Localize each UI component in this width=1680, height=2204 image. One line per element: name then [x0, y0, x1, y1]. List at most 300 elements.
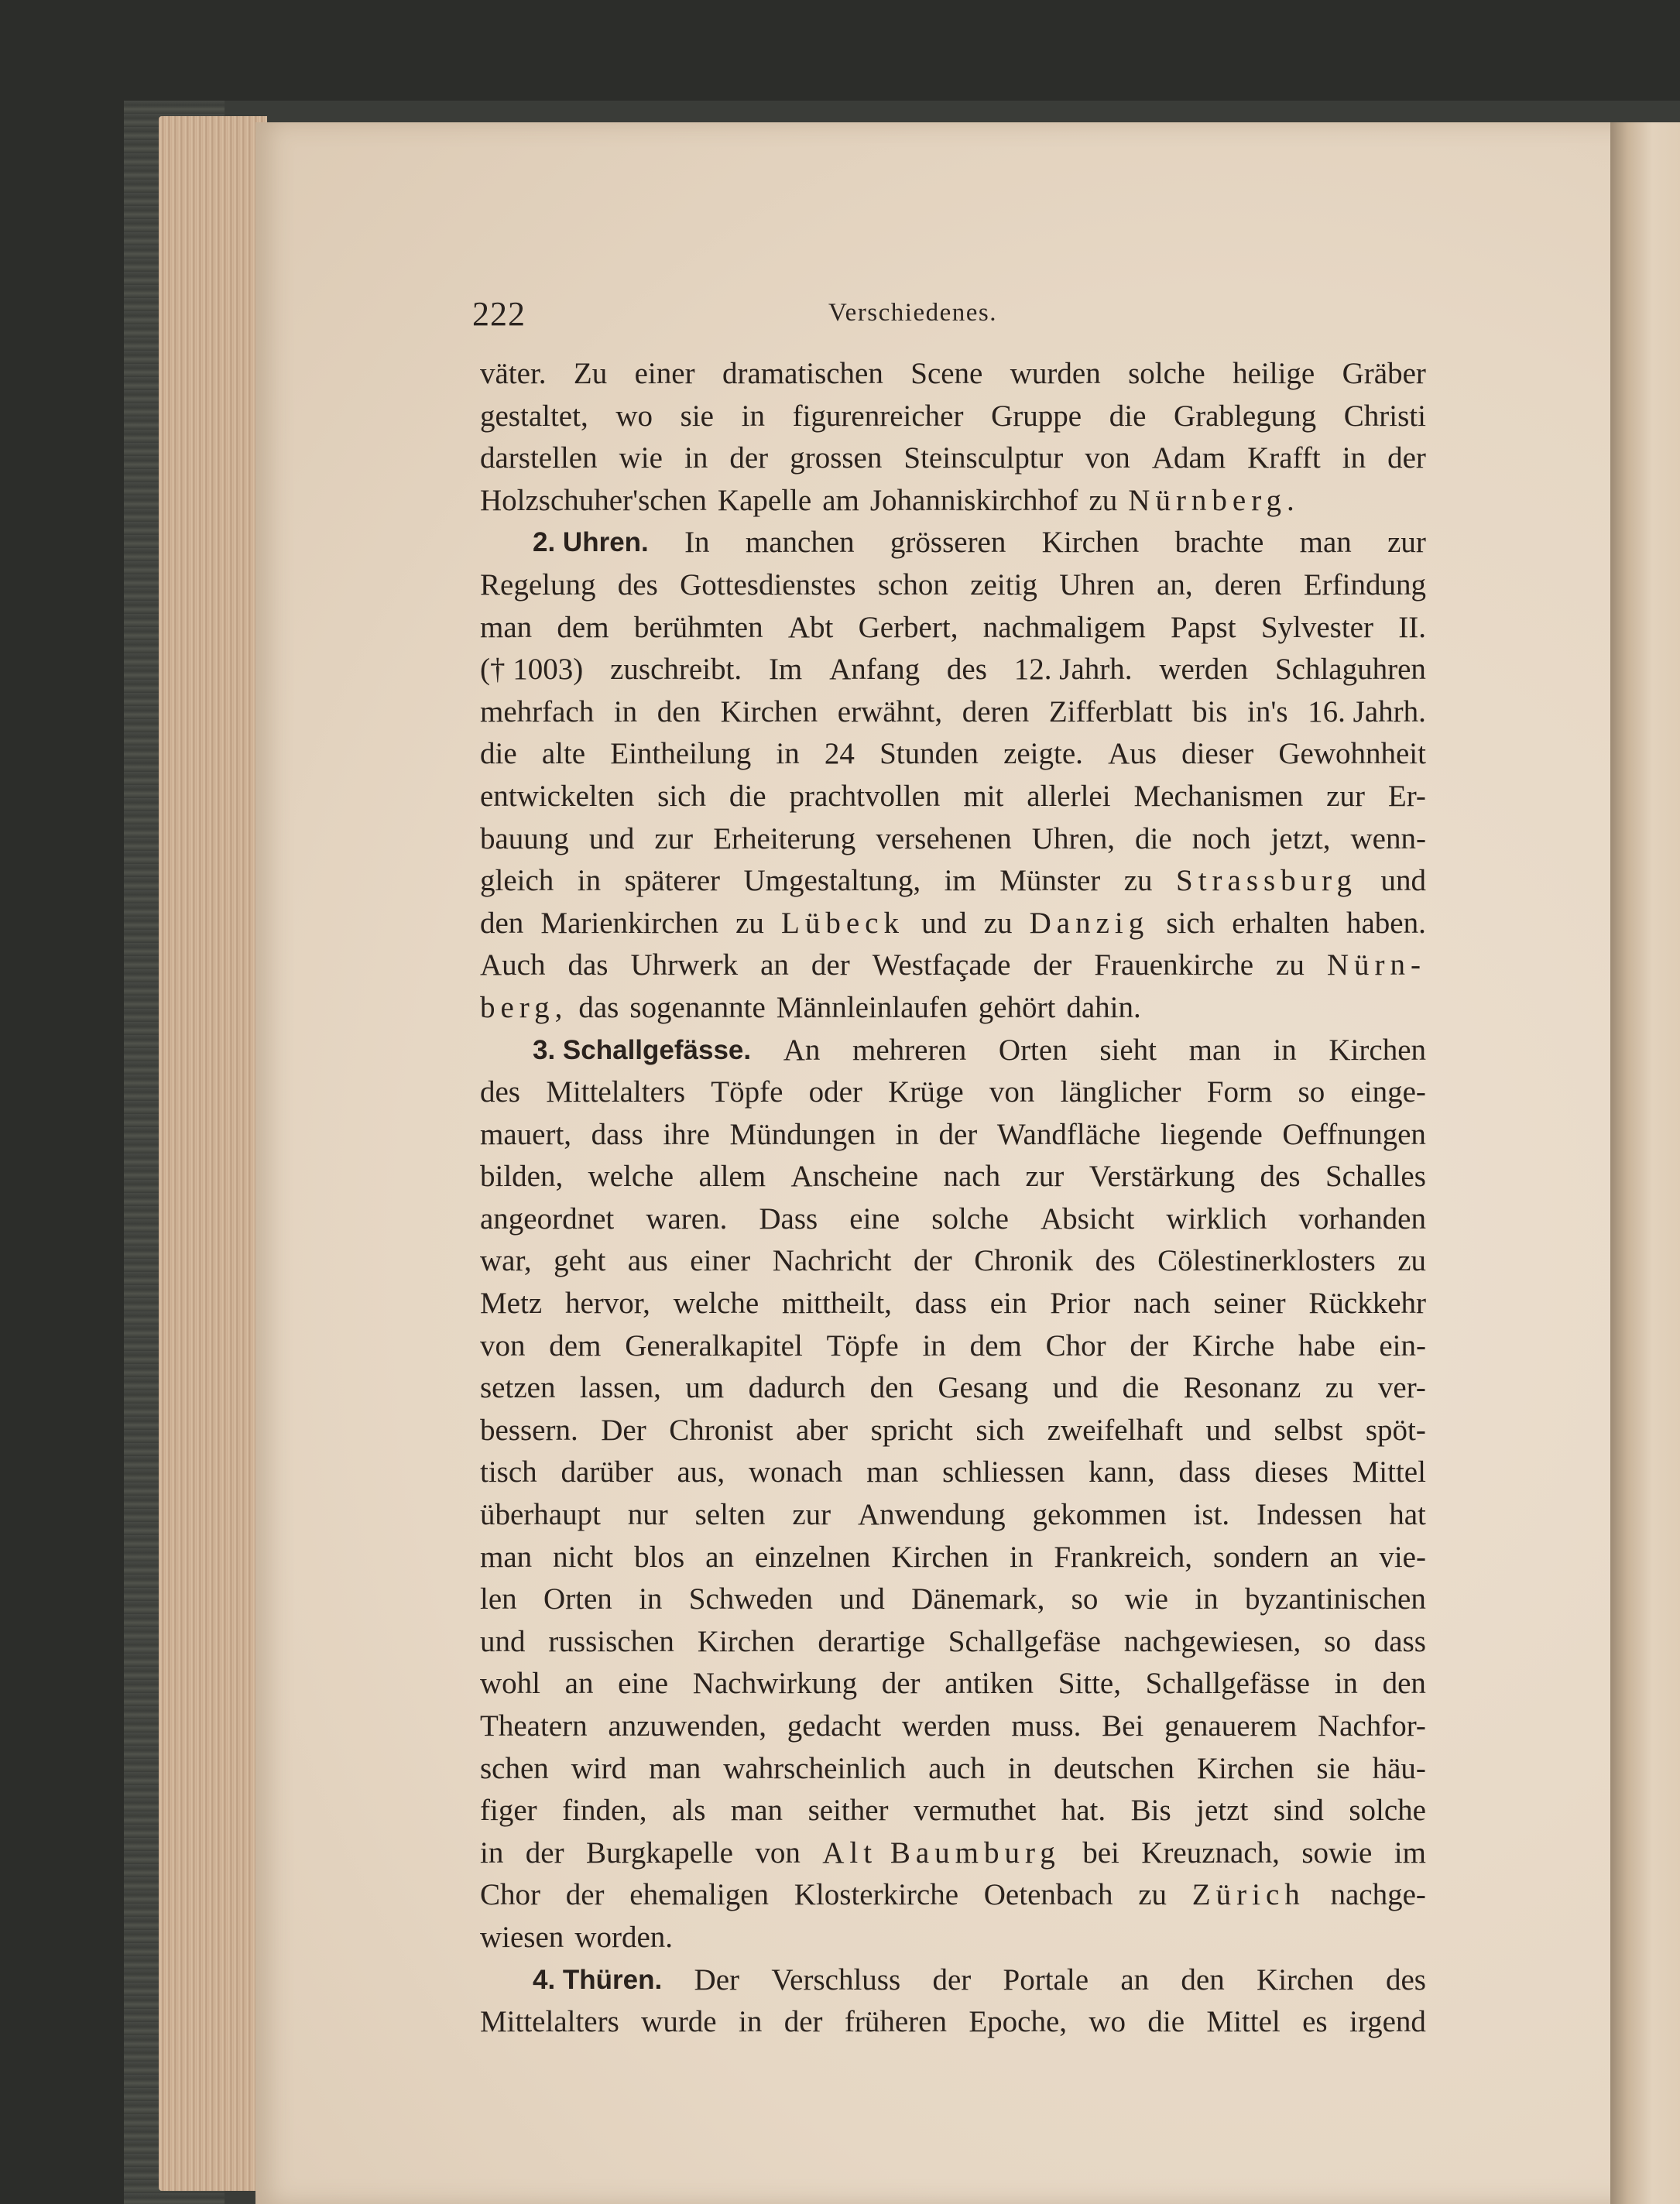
word: ihre [663, 1117, 710, 1151]
word: mittheilt, [782, 1287, 892, 1321]
word: 12. Jahrh. [1013, 653, 1133, 687]
word: Westfaçade [872, 948, 1011, 982]
word: Männleinlaufen [776, 990, 968, 1024]
word: entwickelten [480, 779, 635, 813]
section-title: Verschiedenes. [828, 299, 998, 327]
section-heading: 2. Uhren. [533, 527, 649, 558]
word: Klosterkirche [794, 1878, 959, 1912]
word: zu [1325, 1371, 1354, 1405]
word: an [1329, 1540, 1359, 1574]
word: Orten [543, 1582, 612, 1616]
word: Cölestinerklosters [1157, 1244, 1376, 1278]
word: zu [1123, 864, 1153, 898]
word: zur [1025, 1160, 1065, 1194]
word: Kirchen [1196, 1751, 1294, 1785]
word: in [738, 2005, 763, 2039]
word: alte [541, 737, 586, 771]
word: Krüge [888, 1075, 964, 1109]
word: in [922, 1328, 946, 1363]
word: byzantinischen [1244, 1582, 1426, 1616]
text-line [480, 649, 1426, 691]
word: an [760, 948, 789, 982]
word: Stunden [879, 737, 979, 771]
word: nachge- [1330, 1878, 1426, 1912]
word: Oeffnungen [1282, 1117, 1426, 1151]
word: zu [1089, 483, 1118, 517]
word: Aus [1108, 737, 1157, 771]
word: erwähnt, [837, 694, 943, 728]
word: Johanniskirchhof [869, 483, 1078, 517]
word: Schallgefässe [1145, 1667, 1310, 1701]
word: wird [571, 1751, 627, 1785]
word: Grablegung [1174, 399, 1317, 433]
word: Metz [480, 1287, 543, 1321]
word: finden, [562, 1794, 647, 1828]
word: wonach [749, 1455, 843, 1489]
word: hat. [1061, 1794, 1106, 1828]
word: in [1195, 1582, 1219, 1616]
word: Anscheine [790, 1160, 919, 1194]
text-line [480, 1452, 1426, 1494]
word: Bei [1102, 1709, 1144, 1743]
word: prachtvollen [789, 779, 941, 813]
word: zeigte. [1003, 737, 1083, 771]
word: den [657, 694, 701, 728]
word: Oetenbach [983, 1878, 1113, 1912]
word: wie [619, 441, 663, 475]
word: Nachwirkung [692, 1667, 858, 1701]
word: wo [1089, 2005, 1126, 2039]
word: Form [1206, 1075, 1273, 1109]
text-line [480, 1325, 1426, 1368]
word: Lübeck [781, 906, 904, 940]
word: im [944, 864, 976, 898]
text-line [480, 818, 1426, 861]
word: Strassburg [1176, 864, 1357, 898]
text-line [480, 1537, 1426, 1579]
facing-page-edge [1610, 122, 1680, 2204]
word: im [1394, 1836, 1426, 1870]
word: Indessen [1256, 1498, 1363, 1532]
word: in [1007, 1751, 1032, 1785]
word: Chor [480, 1878, 540, 1912]
text-line [480, 2001, 1426, 2044]
word: man [1188, 1033, 1241, 1067]
word: Münster [999, 864, 1101, 898]
word: deren [962, 694, 1030, 728]
word: brachte [1174, 526, 1264, 560]
word: wahrscheinlich [723, 1751, 907, 1785]
word: 24 [824, 737, 855, 771]
word: in's [1247, 694, 1288, 728]
text-line [480, 396, 1426, 438]
word: den [1382, 1667, 1426, 1701]
section-heading: 4. Thüren. [533, 1964, 663, 1995]
word: hat [1389, 1498, 1426, 1532]
word: Adam [1151, 441, 1226, 475]
word: an [705, 1540, 734, 1574]
word: die [1122, 1371, 1160, 1405]
word: dahin. [1066, 990, 1141, 1024]
word: Sylvester [1260, 610, 1373, 644]
word: man [1299, 526, 1352, 560]
word: als [672, 1794, 706, 1828]
word: dass [1178, 1455, 1231, 1489]
text-line [480, 480, 1426, 523]
word: zu [1397, 1244, 1426, 1278]
word: und [480, 1624, 526, 1658]
text-line [480, 1367, 1426, 1410]
word: waren. [646, 1201, 728, 1236]
word: gekommen [1032, 1498, 1167, 1532]
text-line [480, 1494, 1426, 1537]
word: in [1342, 441, 1366, 475]
text-line [480, 1578, 1426, 1621]
word: Absicht [1040, 1201, 1135, 1236]
text-line [480, 353, 1426, 396]
word: gleich [480, 864, 554, 898]
word: Rückkehr [1308, 1287, 1426, 1321]
word: grossen [790, 441, 883, 475]
word: († 1003) [480, 653, 584, 687]
word: Bis [1130, 1794, 1171, 1828]
word: Mittelalters [546, 1075, 686, 1109]
word: figurenreicher [792, 399, 964, 433]
word: an, [1157, 567, 1193, 602]
word: In [684, 526, 710, 560]
word: eine [618, 1667, 669, 1701]
word: zweifelhaft [1047, 1413, 1184, 1447]
word: Zürich [1191, 1878, 1305, 1912]
word: kann, [1089, 1455, 1155, 1489]
word: habe [1298, 1328, 1356, 1363]
word: sich [657, 779, 706, 813]
text-line [480, 1030, 1426, 1072]
word: und [588, 821, 635, 855]
word: in [577, 864, 602, 898]
word: Dänemark, [911, 1582, 1045, 1616]
word: sie [680, 399, 714, 433]
word: häu- [1372, 1751, 1426, 1785]
word: zur [1387, 526, 1426, 560]
word: Auch [480, 948, 546, 982]
word: sowie [1301, 1836, 1373, 1870]
word: den [1181, 1962, 1225, 1997]
word: Nachfor- [1317, 1709, 1426, 1743]
text-line [480, 1156, 1426, 1198]
word: Dass [759, 1201, 818, 1236]
word: vermuthet [914, 1794, 1037, 1828]
word: Abt [787, 610, 834, 644]
word: die [1147, 2005, 1185, 2039]
word: Kirchen [720, 694, 818, 728]
word: mauert, [480, 1117, 572, 1151]
word: deutschen [1053, 1751, 1174, 1785]
word: in [639, 1582, 663, 1616]
word: an [564, 1667, 594, 1701]
word: vie- [1379, 1540, 1426, 1574]
word: Holzschuher'schen [480, 483, 707, 517]
word: dem [969, 1328, 1022, 1363]
text-line [480, 1283, 1426, 1325]
word: schliessen [942, 1455, 1065, 1489]
word: solche [1349, 1794, 1426, 1828]
word: werden [901, 1709, 991, 1743]
word: des [1385, 1962, 1426, 1997]
word: sie [1316, 1751, 1350, 1785]
word: Anwendung [857, 1498, 1006, 1532]
word: Nachricht [772, 1244, 892, 1278]
word: das [567, 948, 609, 982]
word: dass [591, 1117, 643, 1151]
word: blos [634, 1540, 685, 1574]
word: Mittel [1206, 2005, 1281, 2039]
word: spricht [870, 1413, 953, 1447]
word: Chronist [669, 1413, 773, 1447]
word: sich [975, 1413, 1025, 1447]
word: Marienkirchen [540, 906, 718, 940]
word: an [1120, 1962, 1150, 1997]
word: Schlaguhren [1274, 653, 1426, 687]
word: nachgewiesen, [1123, 1624, 1301, 1658]
word: überhaupt [480, 1498, 601, 1532]
word: der [1033, 948, 1072, 982]
word: selbst [1274, 1413, 1343, 1447]
word: zu [1138, 1878, 1167, 1912]
word: Resonanz [1183, 1371, 1301, 1405]
word: die [1109, 399, 1147, 433]
word: wie [1124, 1582, 1168, 1616]
word: zu [1276, 948, 1305, 982]
word: das [578, 990, 619, 1024]
text-line [480, 733, 1426, 776]
word: der [1130, 1328, 1169, 1363]
text-line [480, 987, 1426, 1030]
word: darstellen [480, 441, 598, 475]
word: bei [1082, 1836, 1119, 1870]
word: jetzt, [1270, 821, 1331, 855]
word: Uhren, [1031, 821, 1115, 855]
word: in [1010, 1540, 1034, 1574]
word: so [1324, 1624, 1351, 1658]
word: versehenen [876, 821, 1012, 855]
word: Zifferblatt [1048, 694, 1173, 728]
word: antiken [945, 1667, 1034, 1701]
word: der [525, 1836, 564, 1870]
word: der [913, 1244, 952, 1278]
word: man [866, 1455, 919, 1489]
word: Eintheilung [610, 737, 752, 771]
word: auch [928, 1751, 986, 1785]
word: einer [634, 357, 695, 390]
word: solche [1128, 357, 1205, 390]
word: dramatischen [722, 357, 883, 390]
word: sondern [1213, 1540, 1309, 1574]
word: nach [1133, 1287, 1191, 1321]
word: man [649, 1751, 701, 1785]
word: Christi [1343, 399, 1426, 433]
word: Chor [1045, 1328, 1106, 1363]
word: dieser [1181, 737, 1254, 771]
word: schon [877, 567, 948, 602]
word: Kirchen [1329, 1033, 1426, 1067]
word: Kirchen [1041, 526, 1140, 560]
word: Uhren [1059, 567, 1135, 602]
word: wurden [1010, 357, 1101, 390]
text-line [480, 1790, 1426, 1832]
word: Kirchen [697, 1624, 795, 1658]
word: Nürn- [1326, 948, 1426, 982]
word: Scene [910, 357, 983, 390]
word: es [1302, 2005, 1328, 2039]
page-edges [159, 116, 267, 2191]
word: Schallgefäse [948, 1624, 1101, 1658]
word: genauerem [1164, 1709, 1298, 1743]
word: bessern. [480, 1413, 578, 1447]
word: einge- [1350, 1075, 1426, 1109]
text-line [480, 1705, 1426, 1748]
word: Krafft [1247, 441, 1321, 475]
word: liegende [1160, 1117, 1263, 1151]
section-heading: 3. Schallgefässe. [533, 1034, 752, 1065]
word: geht [554, 1244, 606, 1278]
word: mehreren [852, 1033, 967, 1067]
word: setzen [480, 1371, 556, 1405]
word: An [783, 1033, 821, 1067]
text-line [480, 607, 1426, 650]
word: angeordnet [480, 1201, 615, 1236]
word: Mittelalters [480, 2005, 619, 2039]
word: in [1334, 1667, 1358, 1701]
word: Sitte, [1058, 1667, 1121, 1701]
text-line [480, 903, 1426, 945]
word: gestaltet, [480, 399, 588, 433]
word: Mündungen [729, 1117, 876, 1151]
text-line [480, 1917, 1426, 1959]
text-line [480, 1410, 1426, 1452]
word: Kirche [1192, 1328, 1275, 1363]
word: ein- [1379, 1328, 1426, 1363]
word: Mittel [1352, 1455, 1426, 1489]
running-head [472, 293, 1448, 339]
word: Prior [1050, 1287, 1111, 1321]
word: figer [480, 1794, 537, 1828]
word: man [480, 1540, 533, 1574]
word: Verstärkung [1089, 1160, 1236, 1194]
word: der [932, 1962, 972, 1997]
word: dem [549, 1328, 602, 1363]
word: Papst [1171, 610, 1236, 644]
word: wohl [480, 1667, 540, 1701]
word: bilden, [480, 1160, 564, 1194]
word: väter. [480, 357, 547, 390]
word: war, [480, 1244, 532, 1278]
text-line [480, 1748, 1426, 1791]
word: solche [931, 1201, 1009, 1236]
word: nach [943, 1160, 1001, 1194]
word: Danzig [1029, 906, 1150, 940]
word: worden. [574, 1920, 674, 1954]
word: len [480, 1582, 517, 1616]
word: eine [849, 1201, 900, 1236]
word: die [480, 737, 517, 771]
word: den [869, 1371, 914, 1405]
word: länglicher [1060, 1075, 1181, 1109]
word: noch [1191, 821, 1251, 855]
word: Gewohnheit [1278, 737, 1426, 771]
word: ver- [1377, 1371, 1426, 1405]
word: zur [1326, 779, 1365, 813]
word: mit [963, 779, 1004, 813]
word: darüber [561, 1455, 653, 1489]
word: dass [914, 1287, 967, 1321]
word: und [921, 906, 967, 940]
word: um [685, 1371, 725, 1405]
word: anzuwenden, [608, 1709, 767, 1743]
word: und [839, 1582, 885, 1616]
word: von [1085, 441, 1130, 475]
word: den [480, 906, 524, 940]
word: so [1298, 1075, 1325, 1109]
word: einzelnen [754, 1540, 871, 1574]
text-line [480, 1832, 1426, 1875]
word: Zu [573, 357, 608, 390]
word: ein [989, 1287, 1027, 1321]
text-line [480, 1198, 1426, 1241]
word: der [729, 441, 769, 475]
word: werden [1159, 653, 1249, 687]
word: der [938, 1117, 978, 1151]
word: Mechanismen [1133, 779, 1304, 813]
word: Gräber [1342, 357, 1426, 390]
word: berühmten [633, 610, 763, 644]
word: muss. [1011, 1709, 1082, 1743]
word: der [565, 1878, 605, 1912]
word: des [946, 653, 987, 687]
word: in [741, 399, 765, 433]
word: allerlei [1027, 779, 1111, 813]
word: berg, [480, 990, 568, 1024]
word: des [617, 567, 658, 602]
word: in [895, 1117, 919, 1151]
word: ehemaligen [629, 1878, 770, 1912]
word: und [1205, 1413, 1252, 1447]
word: aber [796, 1413, 849, 1447]
text-line [480, 564, 1426, 607]
word: zeitig [970, 567, 1037, 602]
text-line [480, 1959, 1426, 2002]
word: in [1273, 1033, 1297, 1067]
word: wiesen [480, 1920, 564, 1954]
text-line [480, 776, 1426, 818]
word: Uhrwerk [630, 948, 739, 982]
text-line [480, 1071, 1426, 1114]
text-line [480, 860, 1426, 903]
word: sind [1273, 1794, 1324, 1828]
word: am [822, 483, 859, 517]
word: heilige [1233, 357, 1315, 390]
word: wurde [641, 2005, 717, 2039]
word: Regelung [480, 567, 596, 602]
word: Töpfe [826, 1328, 899, 1363]
word: Gottesdienstes [680, 567, 856, 602]
word: Frankreich, [1054, 1540, 1193, 1574]
word: aus, [677, 1455, 725, 1489]
word: Steinsculptur [903, 441, 1064, 475]
word: Umgestaltung, [743, 864, 921, 898]
word: sich [1166, 906, 1215, 940]
word: wo [615, 399, 653, 433]
